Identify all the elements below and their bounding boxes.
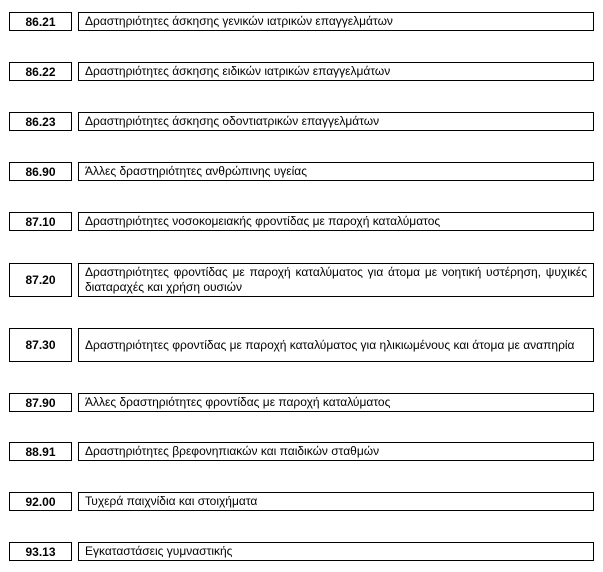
list-item	[9, 263, 594, 297]
activity-code: 87.30	[9, 328, 72, 362]
activity-description: Δραστηριότητες βρεφονηπιακών και παιδικών σταθμών	[78, 442, 594, 461]
activity-description: Άλλες δραστηριότητες ανθρώπινης υγείας	[78, 162, 594, 181]
activity-code: 87.90	[9, 393, 72, 412]
activity-description: Δραστηριότητες φροντίδας με παροχή καταλύματος για άτομα με νοητική υστέρηση, ψυχικές διαταραχές και χρήση ουσιών	[78, 263, 594, 297]
activity-code: 86.23	[9, 112, 72, 131]
list-item	[9, 393, 594, 412]
list-item	[9, 162, 594, 181]
activity-code: 87.20	[9, 263, 72, 297]
list-item	[9, 328, 594, 362]
activity-description: Δραστηριότητες άσκησης γενικών ιατρικών επαγγελμάτων	[78, 12, 594, 31]
activity-code: 93.13	[9, 542, 72, 561]
activity-description: Τυχερά παιχνίδια και στοιχήματα	[78, 492, 594, 511]
activity-description: Δραστηριότητες νοσοκομειακής φροντίδας με παροχή καταλύματος	[78, 212, 594, 231]
activity-code: 86.22	[9, 62, 72, 81]
activity-code: 88.91	[9, 442, 72, 461]
activity-description: Δραστηριότητες άσκησης οδοντιατρικών επαγγελμάτων	[78, 112, 594, 131]
activity-description: Άλλες δραστηριότητες φροντίδας με παροχή καταλύματος	[78, 393, 594, 412]
list-item	[9, 542, 594, 561]
list-item	[9, 112, 594, 131]
list-item	[9, 12, 594, 31]
activity-description: Εγκαταστάσεις γυμναστικής	[78, 542, 594, 561]
list-item	[9, 62, 594, 81]
activity-code: 87.10	[9, 212, 72, 231]
list-item	[9, 492, 594, 511]
activity-description: Δραστηριότητες φροντίδας με παροχή καταλύματος για ηλικιωμένους και άτομα με αναπηρία	[78, 328, 594, 362]
activity-description: Δραστηριότητες άσκησης ειδικών ιατρικών επαγγελμάτων	[78, 62, 594, 81]
activity-code: 86.21	[9, 12, 72, 31]
activity-code: 92.00	[9, 492, 72, 511]
list-item	[9, 212, 594, 231]
activity-code: 86.90	[9, 162, 72, 181]
list-item	[9, 442, 594, 461]
